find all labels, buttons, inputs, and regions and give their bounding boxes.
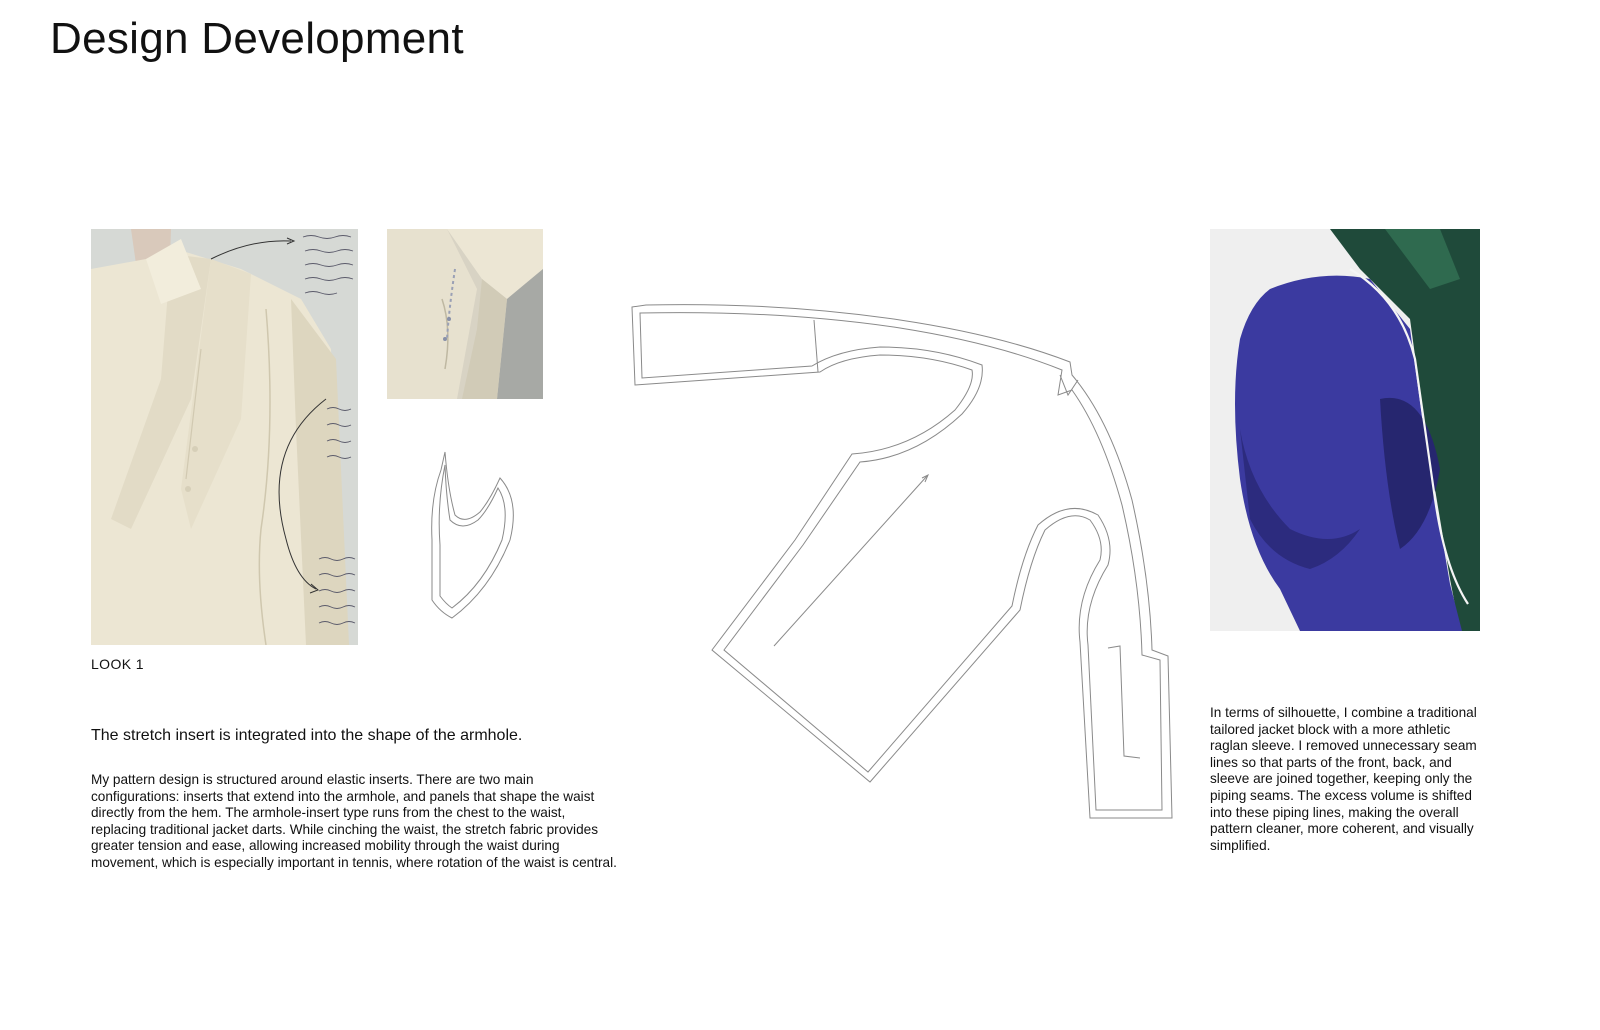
armhole-detail-photo bbox=[387, 229, 543, 399]
pattern-description: My pattern design is structured around elastic inserts. There are two main configurations: inserts that extend into the armhole, and panels that shape the waist directly from the hem. The armhole-insert type runs from the chest to the waist, replacing traditional jacket darts. While cinching the waist, the stretch fabric provides greater tension and ease, allowing increased mobility through the waist during movement, which is especially important in tennis, where rotation of the waist is central. bbox=[91, 772, 617, 870]
look-caption: LOOK 1 bbox=[91, 656, 144, 672]
look1-photo bbox=[91, 229, 358, 645]
page-title: Design Development bbox=[50, 14, 464, 63]
final-jacket-photo bbox=[1210, 229, 1480, 631]
section-heading: The stretch insert is integrated into the shape of the armhole. bbox=[91, 727, 523, 744]
silhouette-description: In terms of silhouette, I combine a traditional tailored jacket block with a more athletic raglan sleeve. I removed unnecessary seam lines so that parts of the front, back, and sleeve are joined together, keeping only the piping seams. The excess volume is shifted into these piping lines, making the overall pattern cleaner, more coherent, and visually simplified. bbox=[1210, 705, 1477, 853]
